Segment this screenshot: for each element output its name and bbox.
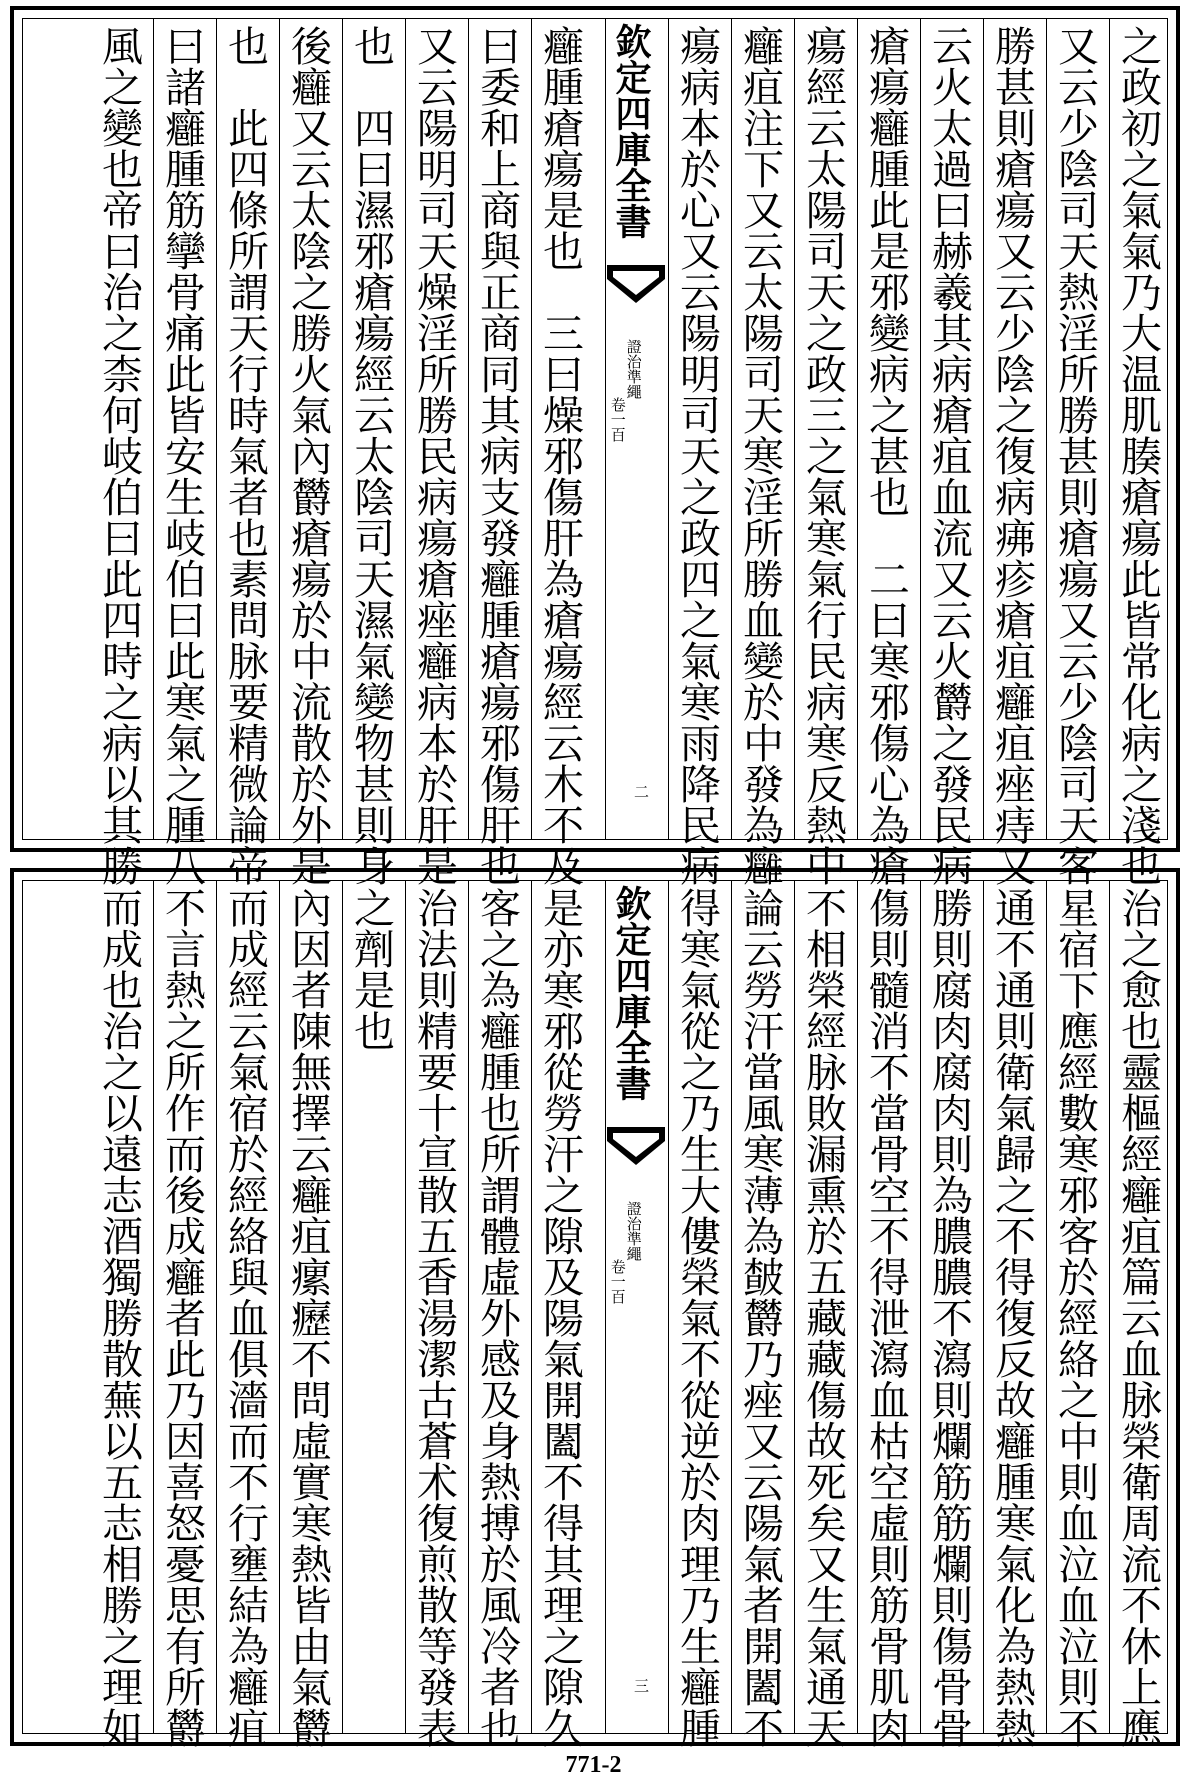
text-column: 瘡瘍癰腫此是邪變病之甚也 二曰寒邪傷心為瘡 xyxy=(862,25,910,886)
folio-number: 771-2 xyxy=(565,1752,622,1778)
column-rule xyxy=(405,19,406,839)
text-column: 又云少陰司天熱淫所勝甚則瘡瘍又云少陰司天客 xyxy=(1051,25,1099,886)
text-column: 也 此四條所謂天行時氣者也素問脉要精微論帝 xyxy=(221,25,269,886)
text-column: 內因者陳無擇云癰疽瘰癧不問虛實寒熱皆由氣欝 xyxy=(284,887,332,1748)
column-rule xyxy=(153,19,154,839)
column-rule xyxy=(1046,19,1047,839)
center-fold-strip xyxy=(605,881,669,1733)
text-column: 云火太過曰赫羲其病瘡疽血流又云火欝之發民病 xyxy=(925,25,973,886)
text-column: 瘍病本於心又云陽明司天之政四之氣寒雨降民病 xyxy=(673,25,721,886)
column-rule xyxy=(920,881,921,1733)
text-column: 論云勞汗當風寒薄為皶欝乃痤又云陽氣者開闔不 xyxy=(736,887,784,1748)
volume-number: 卷一百 xyxy=(608,1259,627,1304)
fishtail-mark-icon xyxy=(607,265,665,303)
text-column: 是亦寒邪從勞汗之隙及陽氣開闔不得其理之隙久 xyxy=(536,887,584,1748)
leaf-number: 三 xyxy=(632,1678,650,1693)
text-column: 曰委和上商與正商同其病支發癰腫瘡瘍邪傷肝也 xyxy=(473,25,521,886)
collection-title: 欽定四庫全書 xyxy=(610,885,652,1101)
column-rule xyxy=(468,881,469,1733)
bottom-page-panel xyxy=(10,868,1180,1746)
column-rule xyxy=(857,19,858,839)
book-title: 證治準繩 xyxy=(624,339,643,399)
column-rule xyxy=(794,881,795,1733)
volume-number: 卷一百 xyxy=(608,397,627,442)
text-column: 勝甚則瘡瘍又云少陰之復病疿疹瘡疽癰疽痤痔又 xyxy=(988,25,1036,886)
text-column: 後癰又云太陰之勝火氣內欝瘡瘍於中流散於外是 xyxy=(284,25,332,886)
leaf-number: 二 xyxy=(632,784,650,799)
bottom-page-frame xyxy=(22,880,1168,1748)
column-rule xyxy=(279,881,280,1733)
text-column: 又云陽明司天燥淫所勝民病瘍瘡痤癰病本於肝是 xyxy=(410,25,458,886)
column-rule xyxy=(279,19,280,839)
column-rule xyxy=(857,881,858,1733)
text-column: 傷則髓消不當骨空不得泄瀉血枯空虛則筋骨肌肉 xyxy=(862,887,910,1748)
column-rule xyxy=(405,881,406,1733)
text-column: 不言熱之所作而後成癰者此乃因喜怒憂思有所欝 xyxy=(158,887,206,1748)
text-column: 而成經云氣宿於經絡與血俱濇而不行壅結為癰疽 xyxy=(221,887,269,1748)
column-rule xyxy=(920,19,921,839)
collection-title: 欽定四庫全書 xyxy=(610,23,652,239)
text-column: 瘍經云太陽司天之政三之氣寒氣行民病寒反熱中 xyxy=(799,25,847,886)
top-page-panel xyxy=(10,6,1180,886)
top-page-frame xyxy=(22,18,1168,886)
text-column: 得寒氣從之乃生大僂榮氣不從逆於肉理乃生癰腫 xyxy=(673,887,721,1748)
text-column: 之劑是也 xyxy=(347,887,395,1051)
book-title: 證治準繩 xyxy=(624,1201,643,1261)
column-rule xyxy=(731,881,732,1733)
column-rule xyxy=(1109,881,1110,1733)
column-rule xyxy=(1046,881,1047,1733)
column-rule xyxy=(468,19,469,839)
text-column: 通不通則衛氣歸之不得復反故癰腫寒氣化為熱熱 xyxy=(988,887,1036,1748)
column-rule xyxy=(531,881,532,1733)
column-rule xyxy=(216,881,217,1733)
text-column: 客之為癰腫也所謂體虛外感及身熱搏於風冷者也 xyxy=(473,887,521,1748)
column-rule xyxy=(731,19,732,839)
text-column: 曰諸癰腫筋攣骨痛此皆安生岐伯曰此寒氣之腫八 xyxy=(158,25,206,886)
column-rule xyxy=(153,881,154,1733)
column-rule xyxy=(342,881,343,1733)
text-column: 也 四曰濕邪瘡瘍經云太陰司天濕氣變物甚則身 xyxy=(347,25,395,886)
text-column: 星宿下應經數寒邪客於經絡之中則血泣血泣則不 xyxy=(1051,887,1099,1748)
text-column: 勝則腐肉腐肉則為膿膿不瀉則爛筋筋爛則傷骨骨 xyxy=(925,887,973,1748)
column-rule xyxy=(983,881,984,1733)
center-fold-strip xyxy=(605,19,669,839)
text-column: 治法則精要十宣散五香湯潔古蒼术復煎散等發表 xyxy=(410,887,458,1748)
fishtail-mark-icon xyxy=(607,1127,665,1165)
text-column: 風之變也帝曰治之柰何岐伯曰此四時之病以其勝 xyxy=(95,25,143,886)
text-column: 癰腫瘡瘍是也 三曰燥邪傷肝為瘡瘍經云木不及 xyxy=(536,25,584,886)
text-column: 不相榮經脉敗漏熏於五藏藏傷故死矣又生氣通天 xyxy=(799,887,847,1748)
column-rule xyxy=(216,19,217,839)
text-column: 治之愈也靈樞經癰疽篇云血脉榮衛周流不休上應 xyxy=(1114,887,1162,1748)
text-column: 之政初之氣氣乃大温肌腠瘡瘍此皆常化病之淺也 xyxy=(1114,25,1162,886)
column-rule xyxy=(983,19,984,839)
column-rule xyxy=(531,19,532,839)
column-rule xyxy=(1109,19,1110,839)
column-rule xyxy=(794,19,795,839)
column-rule xyxy=(342,19,343,839)
text-column: 而成也治之以遠志酒獨勝散蕪以五志相勝之理如 xyxy=(95,887,143,1748)
text-column: 癰疽注下又云太陽司天寒淫所勝血變於中發為癰 xyxy=(736,25,784,886)
